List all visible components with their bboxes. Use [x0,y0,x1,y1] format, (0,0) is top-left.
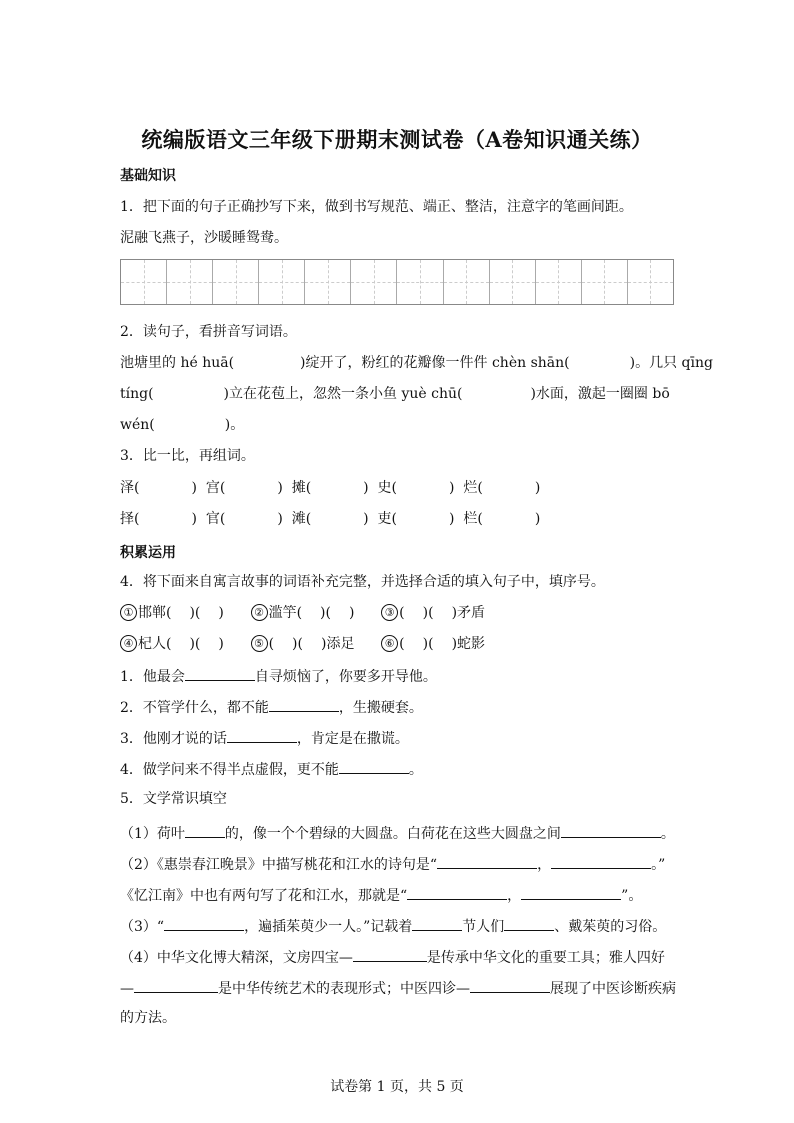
q4-sentence-3: 3．他刚才说的话 ，肯定是在撒谎。 [120,728,409,748]
q2-stem: 2．读句子，看拼音写词语。 [120,324,297,340]
q4-sentence-2: 2．不管学什么，都不能 ，生搬硬套。 [120,697,423,717]
q4-sentence-1: 1．他最会 自寻烦恼了，你要多开导他。 [120,666,437,686]
q2-line-3: wén( )。 [120,417,245,433]
q3-row-2: 择( ) 官( ) 滩( ) 吏( ) 栏( ) [120,511,541,527]
q5-part-4: （4）中华文化博大精深，文房四宝— 是传承中华文化的重要工具；雅人四好 [120,947,665,967]
q4-sentence-4: 4．做学问来不得半点虚假，更不能 。 [120,759,423,779]
page-title: 统编版语文三年级下册期末测试卷（A卷知识通关练） [141,127,653,152]
q5-part-2: （2）《惠崇春江晚景》中描写桃花和江水的诗句是“ ， 。” [120,854,665,874]
q5-part-3: （3）“ ，遍插茱萸少一人。”记载着 节人们 、戴茱萸的习俗。 [120,916,666,936]
q2-line-2: tíng( )立在花苞上，忽然一条小鱼 yuè chū( )水面，激起一圈圈 bō [120,386,670,402]
page-footer: 试卷第 1 页，共 5 页 [330,1079,464,1095]
section-heading-basics: 基础知识 [120,168,176,184]
writing-grid[interactable] [120,259,674,305]
q3-row-1: 泽( ) 宫( ) 摊( ) 史( ) 烂( ) [120,480,541,496]
section-heading-accumulation: 积累运用 [120,545,176,561]
q5-part-1: （1）荷叶 的，像一个个碧绿的大圆盘。白荷花在这些大圆盘之间 。 [120,823,675,843]
q1-stem: 1．把下面的句子正确抄写下来，做到书写规范、端正、整洁，注意字的笔画间距。 [120,199,633,215]
q2-line-1: 池塘里的 hé huā( )绽开了，粉红的花瓣像一件件 chèn shān( )。几只 qīng [120,355,713,371]
q5-part-4-end: 的方法。 [120,1010,176,1026]
q5-part-4-cont: — 是中华传统艺术的表现形式；中医四诊— 展现了中医诊断疾病 [120,978,676,998]
q3-stem: 3．比一比，再组词。 [120,448,255,464]
q4-idiom-row-2: ④ 杞人( )( ) ⑤ ( )( )添足 ⑥ ( )( )蛇影 [120,635,485,653]
q4-idiom-row-1: ① 邯郸( )( ) ② 滥竽( )( ) ③ ( )( )矛盾 [120,604,485,622]
q5-stem: 5．文学常识填空 [120,791,227,807]
q5-part-2-cont: 《忆江南》中也有两句写了花和江水，那就是“ ， ”。 [120,885,642,905]
q4-stem: 4．将下面来自寓言故事的词语补充完整，并选择合适的填入句子中，填序号。 [120,574,605,590]
q1-sentence: 泥融飞燕子，沙暖睡鸳鸯。 [120,230,288,246]
